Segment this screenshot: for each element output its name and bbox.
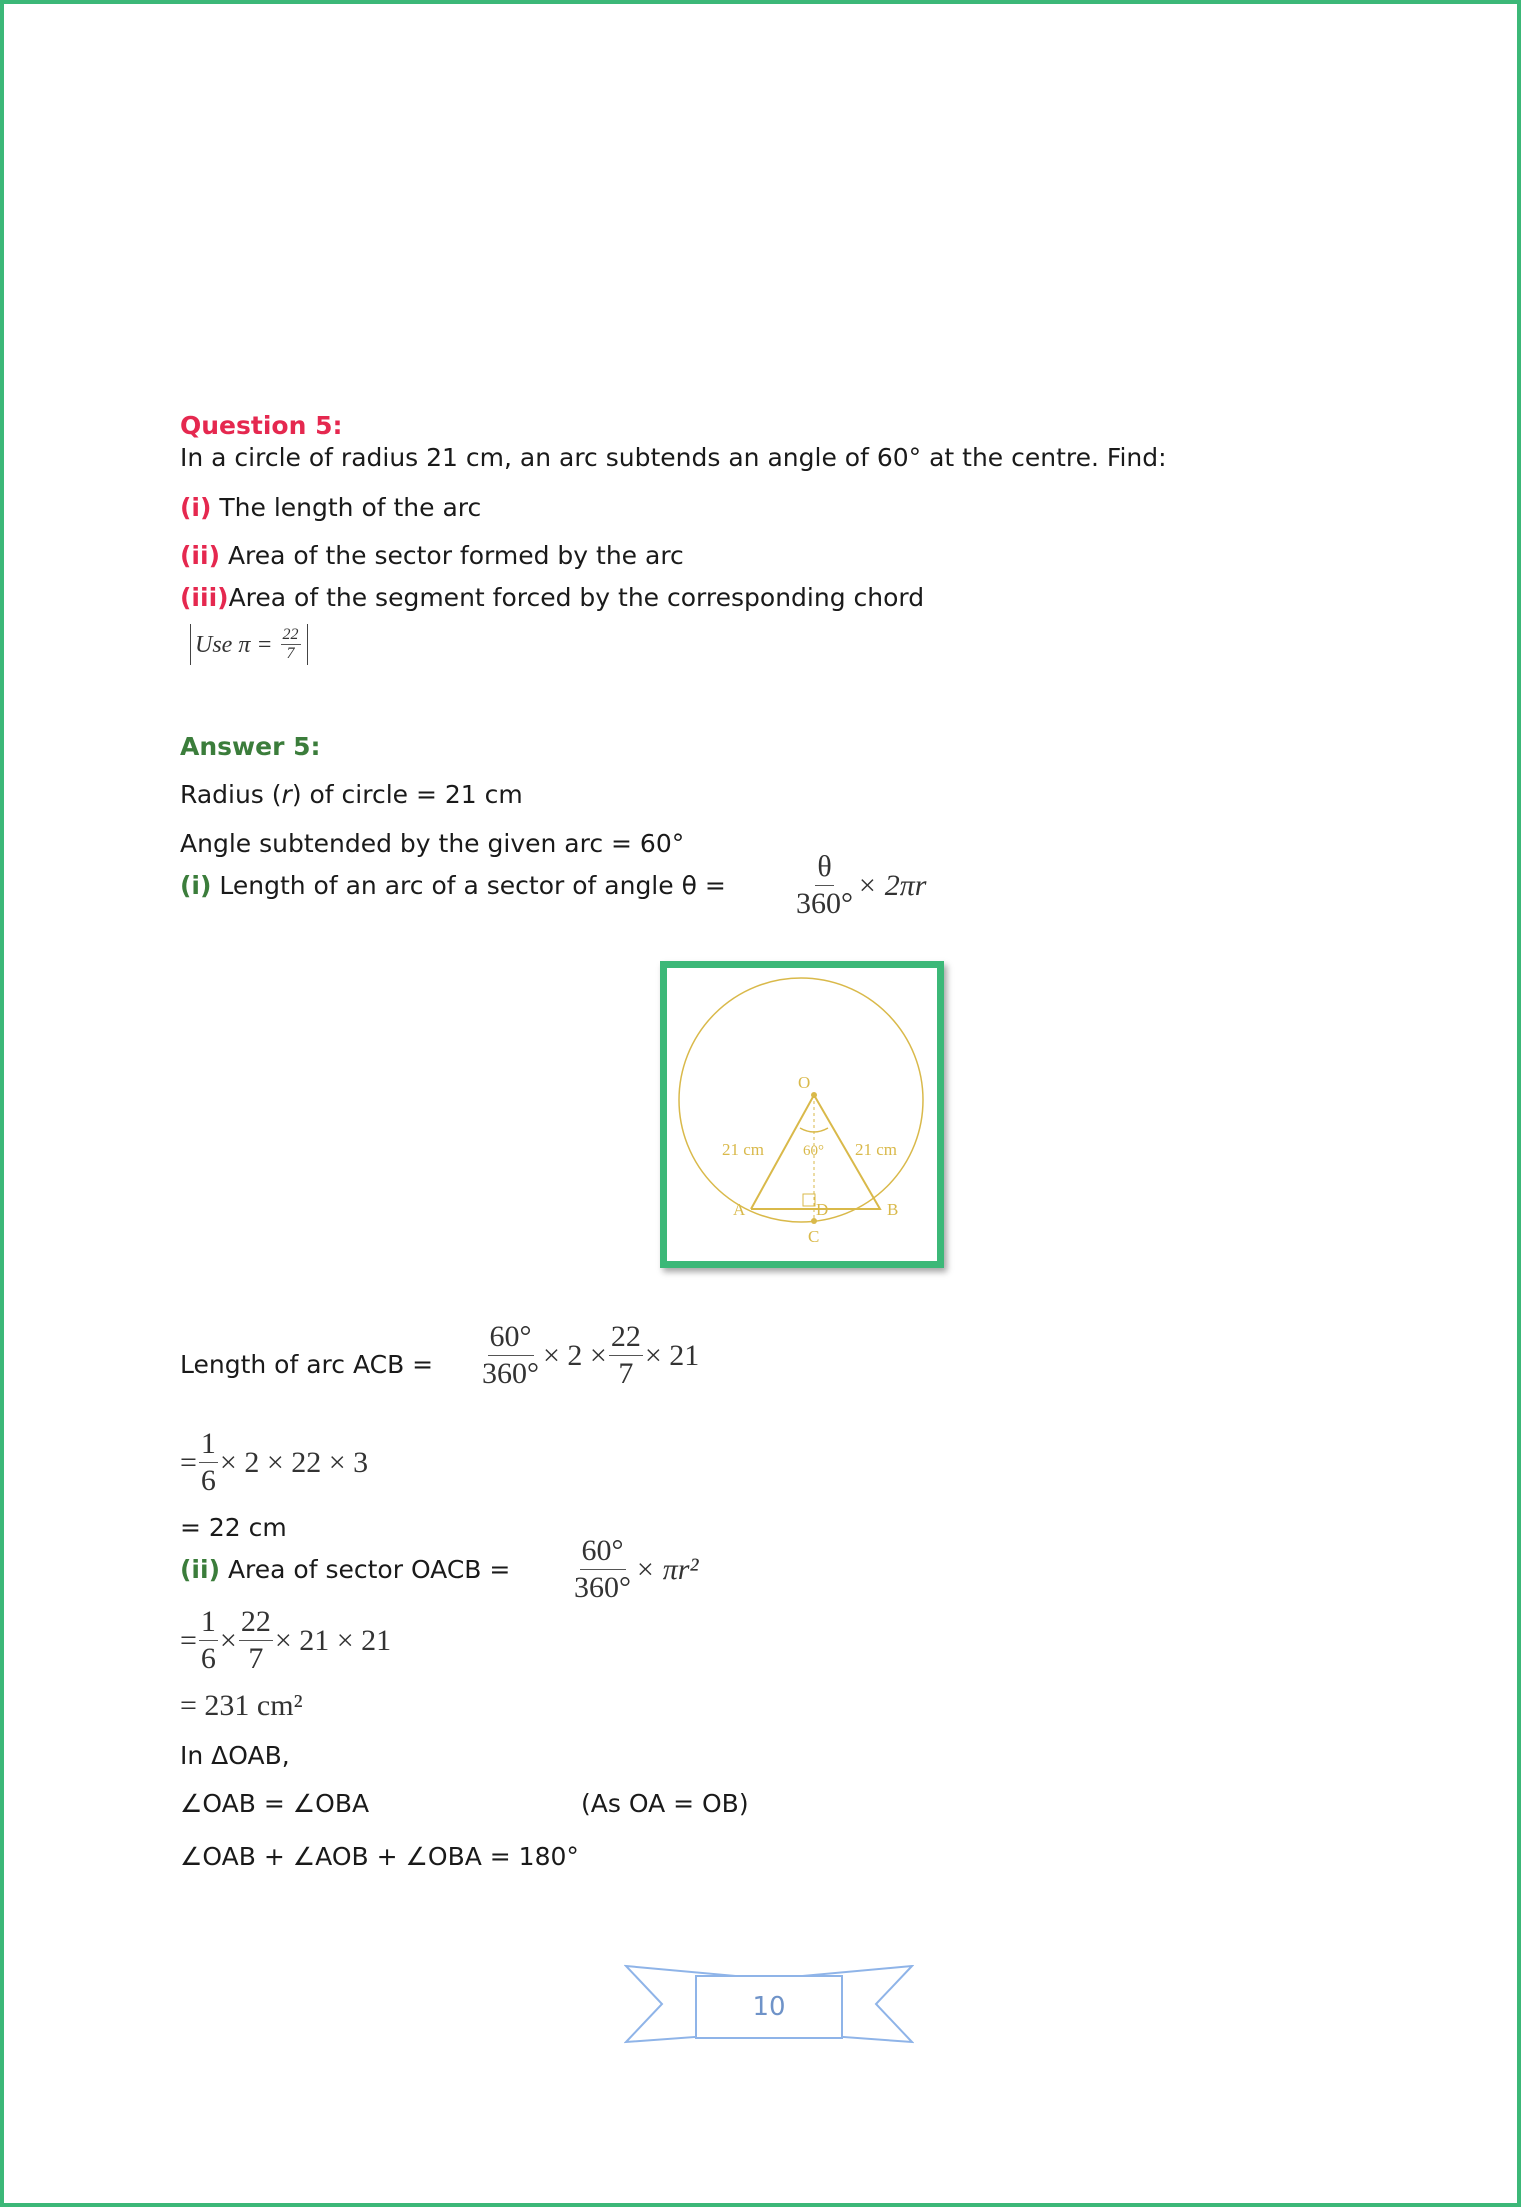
part-text: Length of an arc of a sector of angle θ = xyxy=(219,871,726,900)
text: = xyxy=(180,1623,197,1657)
label-c: C xyxy=(808,1227,820,1246)
label-b: B xyxy=(887,1200,899,1219)
label-d: D xyxy=(816,1200,829,1219)
fraction xyxy=(199,1607,218,1674)
fraction xyxy=(572,1536,633,1603)
text: Radius ( xyxy=(180,780,282,809)
num: θ xyxy=(815,852,833,886)
formula-step-2 xyxy=(180,1607,391,1674)
result-arc: = 22 cm xyxy=(180,1513,287,1542)
num: 1 xyxy=(199,1607,218,1641)
text: × 2 × xyxy=(543,1338,607,1372)
question-part-3 xyxy=(180,583,924,613)
equation-1-note: (As OA = OB) xyxy=(581,1789,749,1818)
arc-acb-label: Length of arc ACB = xyxy=(180,1350,434,1379)
den: 7 xyxy=(618,1357,634,1390)
part-text: Area of the sector formed by the arc xyxy=(227,541,684,570)
part-label: (ii) xyxy=(180,1555,220,1584)
answer-part-2 xyxy=(180,1555,510,1585)
formula-arc-length xyxy=(792,852,926,919)
part-label: (iii) xyxy=(180,583,229,612)
label-right-length: 21 cm xyxy=(855,1140,898,1159)
answer-angle: Angle subtended by the given arc = 60° xyxy=(180,829,685,858)
fraction xyxy=(199,1429,218,1496)
num: 22 xyxy=(282,626,299,643)
num: 22 xyxy=(239,1607,273,1641)
hint-prefix: Use π = xyxy=(195,631,273,658)
hint-fraction xyxy=(281,626,301,663)
fraction xyxy=(239,1607,273,1674)
den: 360° xyxy=(796,887,853,920)
triangle-intro: In ΔOAB, xyxy=(180,1741,290,1770)
equation-2: ∠OAB + ∠AOB + ∠OBA = 180° xyxy=(180,1842,579,1871)
text: × 2πr xyxy=(857,868,927,902)
text: × xyxy=(219,1623,237,1657)
part-text: The length of the arc xyxy=(219,493,482,522)
den: 6 xyxy=(200,1464,216,1497)
den: 360° xyxy=(482,1357,539,1390)
num: 1 xyxy=(199,1429,218,1463)
text: = 231 cm² xyxy=(180,1689,303,1722)
label-a: A xyxy=(733,1200,746,1219)
text: × 21 × 21 xyxy=(274,1623,392,1657)
answer-radius xyxy=(180,780,523,810)
part-label: (ii) xyxy=(180,541,220,570)
formula-arc-acb xyxy=(478,1322,699,1389)
answer-title: Answer 5: xyxy=(180,732,321,761)
den: 7 xyxy=(248,1642,264,1675)
den: 6 xyxy=(200,1642,216,1675)
fraction xyxy=(794,852,855,919)
circle-figure xyxy=(660,961,944,1268)
label-o: O xyxy=(798,1073,811,1092)
den: 7 xyxy=(286,645,295,662)
part-text: Area of sector OACB = xyxy=(227,1555,511,1584)
num: 22 xyxy=(609,1322,643,1356)
part-label: (i) xyxy=(180,493,212,522)
formula-step-1 xyxy=(180,1429,368,1496)
den: 360° xyxy=(574,1571,631,1604)
question-part-1 xyxy=(180,493,481,523)
text: ) of circle = 21 cm xyxy=(291,780,523,809)
num: 60° xyxy=(580,1536,626,1570)
part-text: Area of the segment forced by the corresponding chord xyxy=(228,583,925,612)
text: × 21 xyxy=(644,1338,700,1372)
text: = xyxy=(180,1445,197,1479)
page-number: 10 xyxy=(752,1992,786,2022)
result-sector xyxy=(180,1690,303,1721)
equation-1: ∠OAB = ∠OBA xyxy=(180,1789,370,1818)
question-statement: In a circle of radius 21 cm, an arc subtends an angle of 60° at the centre. Find: xyxy=(180,443,1167,472)
text: × 2 × 22 × 3 xyxy=(219,1445,369,1479)
num: 60° xyxy=(488,1322,534,1356)
text: r xyxy=(281,780,292,809)
question-part-2 xyxy=(180,541,684,571)
text: × πr² xyxy=(635,1552,699,1586)
question-title: Question 5: xyxy=(180,411,343,440)
formula-sector-area xyxy=(570,1536,698,1603)
label-angle: 60° xyxy=(803,1143,824,1159)
circle-diagram xyxy=(667,968,937,1261)
page-number-banner xyxy=(624,1954,914,2054)
part-label: (i) xyxy=(180,871,212,900)
pi-hint xyxy=(190,624,308,665)
fraction xyxy=(480,1322,541,1389)
fraction xyxy=(609,1322,643,1389)
label-left-length: 21 cm xyxy=(722,1140,765,1159)
answer-part-1 xyxy=(180,871,726,901)
